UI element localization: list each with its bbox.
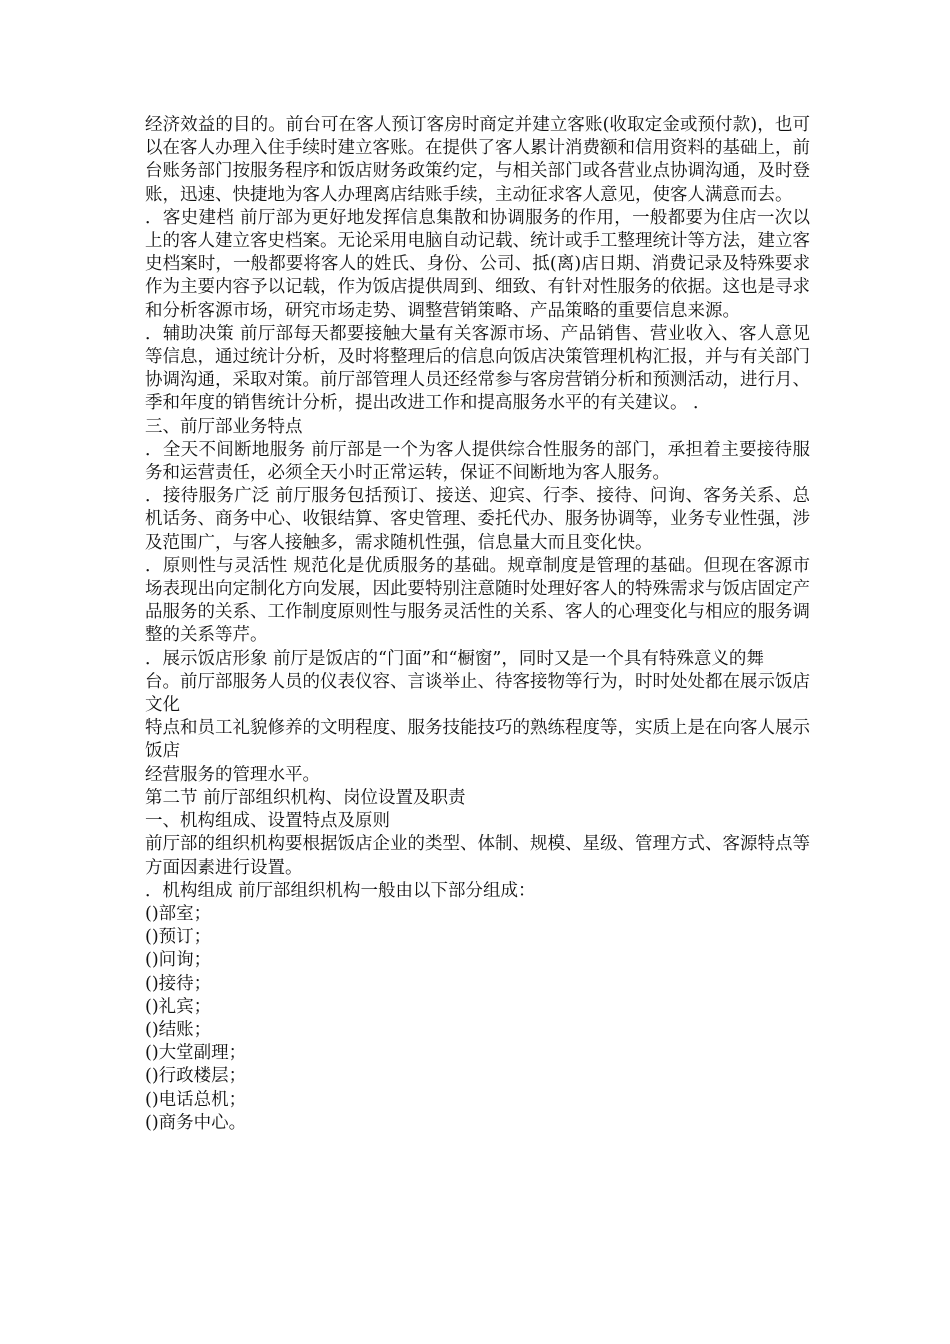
paragraph-hotel-image-2: 台。前厅部服务人员的仪表仪容、言谈举止、待客接物等行为，时时处处都在展示饭店文化 [145,671,810,716]
paragraph-hotel-image-4: 经营服务的管理水平。 [145,764,320,785]
chapter-heading-section-two: 第二节 前厅部组织机构、岗位设置及职责 [145,787,466,808]
section-heading-organization: 一、机构组成、设置特点及原则 [145,811,390,832]
section-heading-characteristics: 三、前厅部业务特点 [145,416,303,437]
paragraph-decision-support: ．辅助决策 前厅部每天都要接触大量有关客源市场、产品销售、营业收入、客人意见等信息，通过统计分析，及时将整理后的信息向饭店决策管理机构汇报，并与有关部门协调沟通，采取对策。前厅部管理人员还经常参与客房营销分析和预测活动，进行月、季和年度的销售统计分析，提出改进工作和提高服务水平的有关建议。 ． [145,323,810,414]
list-item: ()电话总机； [145,1089,247,1110]
list-item: ()大堂副理； [145,1043,247,1064]
list-item: ()行政楼层； [145,1066,247,1087]
paragraph-principle-flexibility: ．原则性与灵活性 规范化是优质服务的基础。规章制度是管理的基础。但现在客源市场表现出向定制化方向发展，因此要特别注意随时处理好客人的特殊需求与饭店固定产品服务的关系、工作制度原则性与服务灵活性的关系、客人的心理变化与相应的服务调整的关系等芹。 [145,555,810,646]
paragraph-broad-service: ．接待服务广泛 前厅服务包括预订、接送、迎宾、行李、接待、问询、客务关系、总机话务、商务中心、收银结算、客史管理、委托代办、服务协调等，业务专业性强，涉及范围广，与客人接触多，需求随机性强，信息量大而且变化快。 [145,486,810,553]
paragraph-organization-1: 前厅部的组织机构要根据饭店企业的类型、体制、规模、星级、管理方式、客源特点等 [145,834,810,855]
list-item: ()结账； [145,1019,212,1040]
paragraph-guest-history: ．客史建档 前厅部为更好地发挥信息集散和协调服务的作用，一般都要为住店一次以上的客人建立客史档案。无论采用电脑自动记载、统计或手工整理统计等方法，建立客史档案时，一般都要将客人的姓氏、身份、公司、抵(离)店日期、消费记录及特殊要求作为主要内容予以记载，作为饭店提供周到、细致、有针对性服务的依据。这也是寻求和分析客源市场，研究市场走势、调整营销策略、产品策略的重要信息来源。 [145,207,810,321]
paragraph-hotel-image-3: 特点和员工礼貌修养的文明程度、服务技能技巧的熟练程度等，实质上是在向客人展示饭店 [145,718,810,762]
paragraph-organization-components: ．机构组成 前厅部组织机构一般由以下部分组成： [145,880,536,901]
list-item: ()预订； [145,927,212,948]
list-item: ()礼宾； [145,996,212,1017]
document-page [145,114,810,1135]
paragraph-organization-2: 方面因素进行设置。 [145,857,303,878]
list-item: ()接待； [145,973,212,994]
list-item: ()问询； [145,950,212,971]
paragraph-hotel-image-1: ．展示饭店形象 前厅是饭店的“门面”和“橱窗”，同时又是一个具有特殊意义的舞 [145,648,764,669]
paragraph-settlement: 经济效益的目的。前台可在客人预订客房时商定并建立客账(收取定金或预付款)，也可以在客人办理入住手续时建立客账。在提供了客人累计消费额和信用资料的基础上，前台账务部门按服务程序和饭店财务政策约定，与相关部门或各营业点协调沟通，及时登账，迅速、快捷地为客人办理离店结账手续，主动征求客人意见，使客人满意而去。 [145,115,810,205]
list-item: ()部室； [145,903,212,924]
paragraph-round-the-clock: ．全天不间断地服务 前厅部是一个为客人提供综合性服务的部门，承担着主要接待服务和运营责任，必须全天小时正常运转，保证不间断地为客人服务。 [145,439,810,484]
list-item: ()商务中心。 [145,1112,247,1133]
